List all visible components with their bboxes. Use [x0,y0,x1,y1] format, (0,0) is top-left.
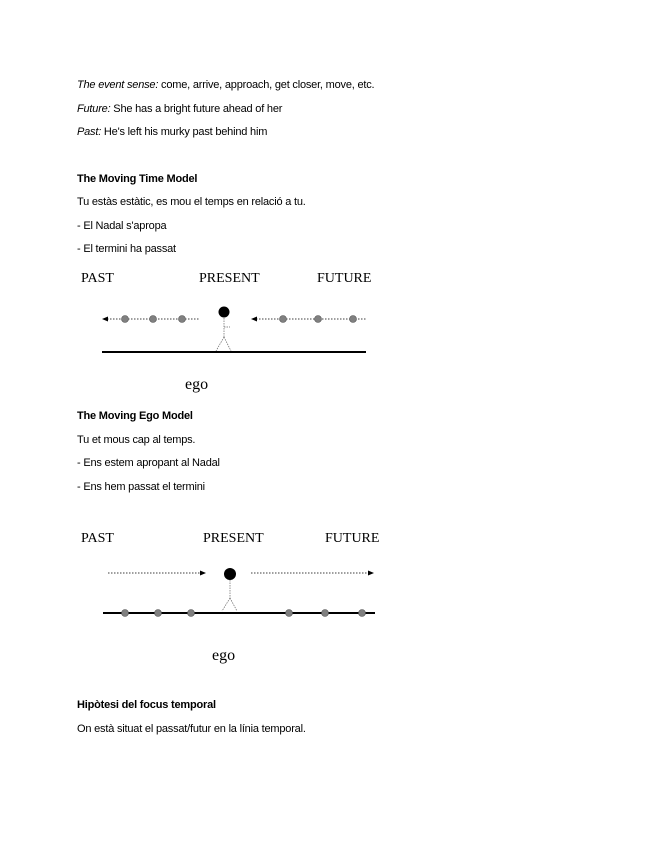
me-event-dot [322,610,329,617]
event-sense-text: come, arrive, approach, get closer, move, etc. [158,79,375,91]
me-right-arrowhead [368,571,374,576]
moving-time-example-1: - El Nadal s'apropa [77,220,167,232]
moving-ego-heading: The Moving Ego Model [77,410,193,422]
me-present-label: PRESENT [203,531,264,546]
temporal-focus-heading: Hipòtesi del focus temporal [77,699,216,711]
me-event-dot [188,610,195,617]
me-ego-label: ego [212,647,236,664]
temporal-focus-desc: On està situat el passat/futur en la línia temporal. [77,723,306,735]
me-ego-figure [222,568,237,611]
mt-ego-label: ego [185,376,209,393]
past-text: He's left his murky past behind him [101,126,268,138]
moving-time-heading: The Moving Time Model [77,173,198,185]
me-event-dot [155,610,162,617]
mt-past-label: PAST [81,271,114,286]
me-event-dot [122,610,129,617]
mt-future-label: FUTURE [317,271,372,286]
me-future-label: FUTURE [325,531,380,546]
me-event-dot [286,610,293,617]
future-label: Future: [77,103,111,115]
moving-ego-example-1: - Ens estem apropant al Nadal [77,457,220,469]
past-label: Past: [77,126,102,138]
moving-time-example-2: - El termini ha passat [77,243,176,255]
moving-ego-example-2: - Ens hem passat el termini [77,481,205,493]
event-sense-label: The event sense: [77,79,159,91]
me-past-label: PAST [81,531,114,546]
future-text: She has a bright future ahead of her [110,103,283,115]
me-left-arrowhead [200,571,206,576]
moving-time-desc: Tu estàs estàtic, es mou el temps en relació a tu. [77,196,306,208]
mt-present-label: PRESENT [199,271,260,286]
me-event-dot [359,610,366,617]
moving-ego-desc: Tu et mous cap al temps. [77,434,196,446]
